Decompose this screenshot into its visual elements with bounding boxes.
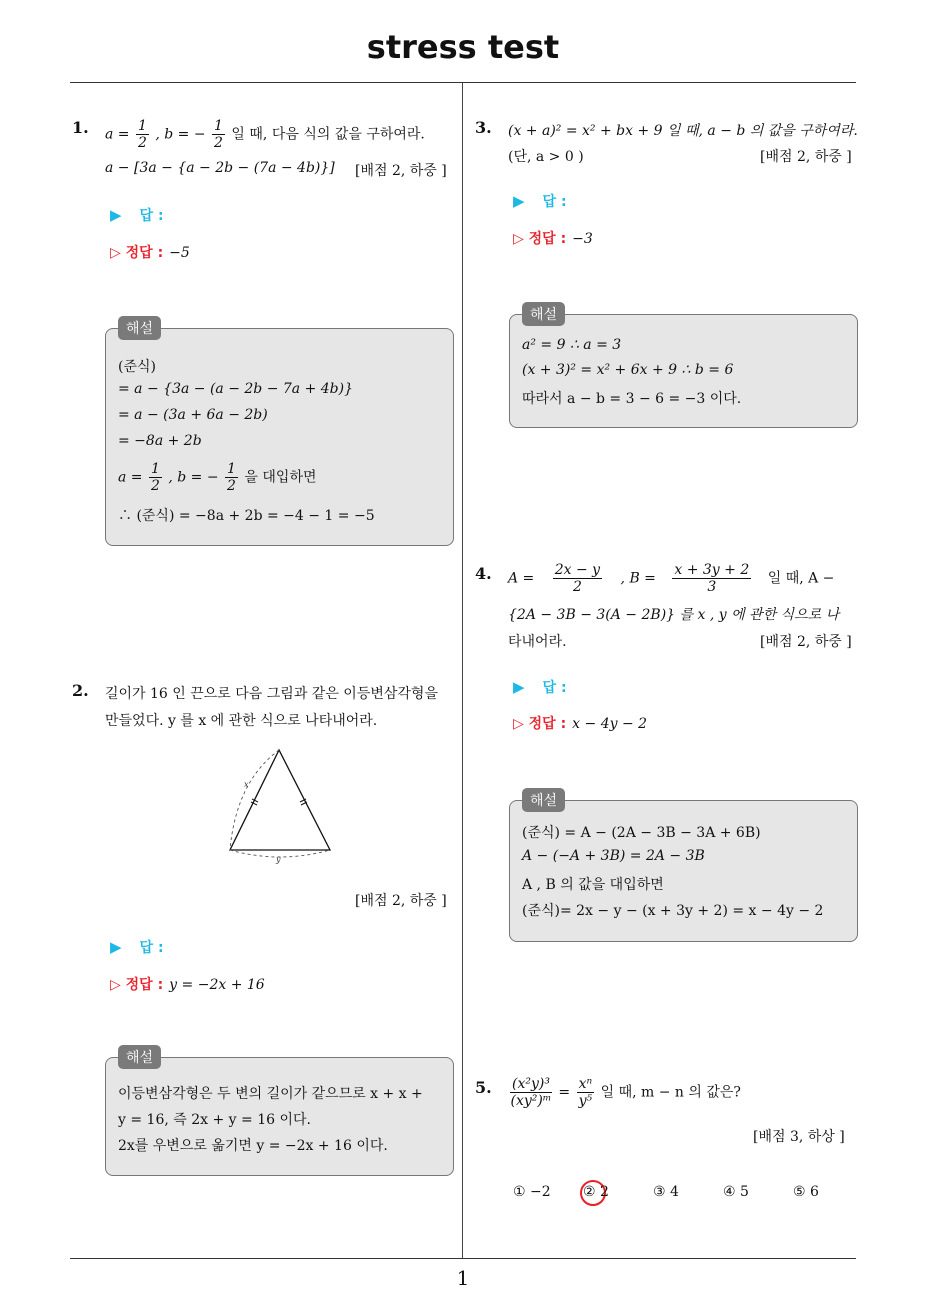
- q1-expl-line-0: (준식): [118, 359, 156, 375]
- q3-number: 3.: [475, 118, 492, 137]
- q5-number: 5.: [475, 1078, 492, 1097]
- q3-expl-line-1: (x + 3)² = x² + 6x + 9 ∴ b = 6: [522, 362, 734, 378]
- q3-line1: (x + a)² = x² + bx + 9 일 때, a − b 의 값을 구하여라.: [508, 123, 858, 139]
- play-icon: ▶: [513, 678, 525, 696]
- q1-frac-2: $\frac{1}{2}$: [214, 118, 223, 151]
- q4-score: [배점 2, 하중 ]: [760, 634, 852, 650]
- bottom-rule: [70, 1258, 856, 1259]
- q3-expl-line-2: 따라서 a − b = 3 − 6 = −3 이다.: [522, 391, 742, 407]
- q5-choice-3[interactable]: ③ 4: [653, 1184, 679, 1200]
- outline-play-icon: ▷: [110, 977, 126, 993]
- q1-expl-sub: a = $\frac{1}{2}$ , b = − $\frac{1}{2}$ 을 대입하면: [118, 461, 317, 494]
- q1-expl-line-2: = a − (3a + 6a − 2b): [118, 407, 268, 423]
- outline-play-icon: ▷: [513, 231, 529, 247]
- q1-key: ▷ 정답 : −5: [110, 245, 190, 261]
- play-icon: ▶: [110, 938, 122, 956]
- q1-key-value: −5: [169, 245, 190, 261]
- q1-line1-c: 일 때, 다음 식의 값을 구하여라.: [231, 126, 425, 143]
- q2-expl-line-0: 이등변삼각형은 두 변의 길이가 같으므로 x + x +: [118, 1086, 423, 1102]
- outline-play-icon: ▷: [513, 716, 529, 732]
- play-icon: ▶: [513, 192, 525, 210]
- q1-expl-last: ∴ (준식) = −8a + 2b = −4 − 1 = −5: [118, 508, 375, 524]
- q3-answer-label: ▶ 답 :: [513, 192, 567, 210]
- q5-choice-2[interactable]: ② 2: [583, 1184, 609, 1200]
- q5-choice-4[interactable]: ④ 5: [723, 1184, 749, 1200]
- q1-line1-a: a =: [105, 126, 130, 143]
- fig-label-x: x: [244, 780, 249, 789]
- q1-score: [배점 2, 하중 ]: [355, 163, 447, 179]
- q3-score: [배점 2, 하중 ]: [760, 149, 852, 165]
- q1-number: 1.: [72, 118, 89, 137]
- fig-label-y: y: [276, 855, 281, 864]
- page-title: stress test: [366, 28, 560, 66]
- q4-expl-line-2: A , B 의 값을 대입하면: [522, 877, 664, 893]
- q4-line1: A = $\frac{2x - y}{2}$ , B = $\frac{x + 3y + 2}{3}$ 일 때, A −: [508, 562, 835, 595]
- q2-answer-label: ▶ 답 :: [110, 938, 164, 956]
- q5-choice-1[interactable]: ① −2: [513, 1184, 551, 1200]
- q4-line2: {2A − 3B − 3(A − 2B)} 를 x , y 에 관한 식으로 나: [508, 607, 840, 623]
- q3-key-value: −3: [572, 231, 593, 247]
- q4-explanation-tag: 해설: [522, 788, 565, 812]
- q2-expl-line-1: y = 16, 즉 2x + y = 16 이다.: [118, 1112, 311, 1128]
- q2-key-value: y = −2x + 16: [169, 977, 265, 993]
- q1-explanation-tag: 해설: [118, 316, 161, 340]
- q3-explanation-tag: 해설: [522, 302, 565, 326]
- q2-line1: 길이가 16 인 끈으로 다음 그림과 같은 이등변삼각형을: [105, 686, 438, 702]
- q1-frac-1: $\frac{1}{2}$: [137, 118, 147, 151]
- q4-line3: 타내어라.: [508, 634, 567, 650]
- q1-line2: a − [3a − {a − 2b − (7a − 4b)}]: [105, 160, 335, 176]
- q1-answer-label: ▶ 답 :: [110, 206, 164, 224]
- q5-line1: $\frac{\text{(x²y)³}}{\text{(xy²)ᵐ}}$ = $\frac{\text{xⁿ}}{\text{y⁵}}$ 일 때, m − n 의 값은?: [510, 1076, 741, 1109]
- q3-key: ▷ 정답 : −3: [513, 231, 593, 247]
- q4-key: ▷ 정답 : x − 4y − 2: [513, 716, 648, 732]
- isosceles-triangle-figure: [222, 742, 338, 866]
- q1-line1: [105, 118, 425, 151]
- q1-expl-frac-2: $\frac{1}{2}$: [227, 461, 236, 494]
- q2-explanation-tag: 해설: [118, 1045, 161, 1069]
- q1-expl-line-1: = a − {3a − (a − 2b − 7a + 4b)}: [118, 381, 354, 397]
- q1-expl-line-3: = −8a + 2b: [118, 433, 202, 449]
- q2-score: [배점 2, 하중 ]: [355, 893, 447, 909]
- q4-frac-2: $\frac{x + 3y + 2}{3}$: [674, 562, 750, 595]
- column-divider: [462, 83, 463, 1258]
- top-rule: [70, 82, 856, 83]
- q4-frac-1: $\frac{2x - y}{2}$: [554, 562, 601, 595]
- q4-answer-label: ▶ 답 :: [513, 678, 567, 696]
- q5-frac-2: $\frac{\text{xⁿ}}{\text{y⁵}}$: [578, 1076, 593, 1109]
- q5-frac-1: $\frac{\text{(x²y)³}}{\text{(xy²)ᵐ}}$: [510, 1076, 552, 1109]
- q3-expl-line-0: a² = 9 ∴ a = 3: [522, 337, 622, 353]
- q4-expl-line-1: A − (−A + 3B) = 2A − 3B: [522, 848, 705, 864]
- q4-key-value: x − 4y − 2: [572, 716, 648, 732]
- q5-score: [배점 3, 하상 ]: [753, 1129, 845, 1145]
- outline-play-icon: ▷: [110, 245, 126, 261]
- play-icon: ▶: [110, 206, 122, 224]
- q3-line2: (단, a > 0 ): [508, 149, 584, 165]
- q5-choice-5[interactable]: ⑤ 6: [793, 1184, 819, 1200]
- page-number: 1: [456, 1266, 470, 1290]
- q4-expl-line-3: (준식)= 2x − y − (x + 3y + 2) = x − 4y − 2: [522, 903, 824, 919]
- q4-expl-line-0: (준식) = A − (2A − 3B − 3A + 6B): [522, 825, 761, 841]
- q1-expl-frac-1: $\frac{1}{2}$: [150, 461, 160, 494]
- q2-key: ▷ 정답 : y = −2x + 16: [110, 977, 265, 993]
- q2-number: 2.: [72, 681, 89, 700]
- q2-line2: 만들었다. y 를 x 에 관한 식으로 나타내어라.: [105, 713, 378, 729]
- q2-expl-line-2: 2x를 우변으로 옮기면 y = −2x + 16 이다.: [118, 1138, 388, 1154]
- q4-number: 4.: [475, 564, 492, 583]
- q1-line1-b: , b = −: [155, 126, 206, 143]
